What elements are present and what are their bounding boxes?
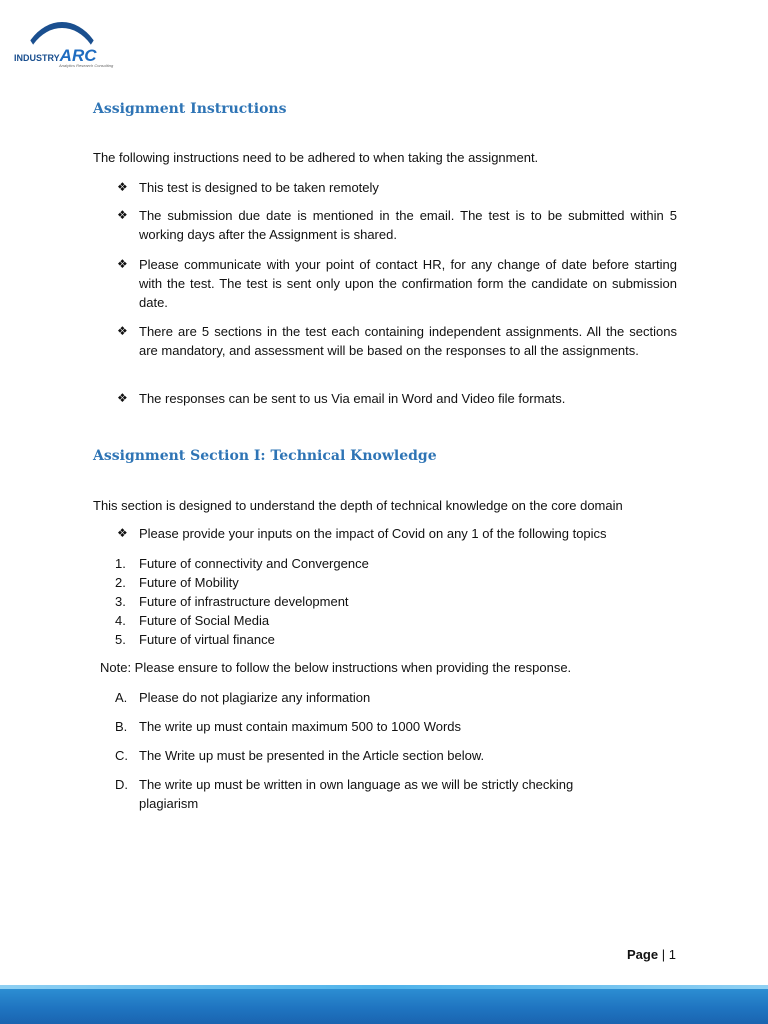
logo-tagline: Analytics Research Consulting: [59, 63, 114, 68]
instruction-bullet: ❖ The submission due date is mentioned in the email. The test is to be submitted within 5 working days after the Assignment is shared.: [117, 208, 677, 243]
instruction-bullet: ❖ There are 5 sections in the test each containing independent assignments. All the sections are mandatory, and assessment will be based on the responses to all the assignments.: [117, 324, 677, 359]
rule-item: C. The Write up must be presented in the Article section below.: [115, 748, 485, 763]
page-number: Page | 1: [627, 947, 676, 962]
rule-item: B. The write up must contain maximum 500 to 1000 Words: [115, 719, 462, 734]
heading-technical-knowledge: Assignment Section I: Technical Knowledge: [93, 448, 437, 464]
diamond-bullet-icon: ❖: [117, 180, 128, 194]
note-text: Note: Please ensure to follow the below instructions when providing the response.: [100, 660, 572, 675]
heading-assignment-instructions: Assignment Instructions: [93, 101, 287, 117]
footer-band: [0, 985, 768, 1024]
diamond-bullet-icon: ❖: [117, 257, 128, 271]
topic-item: 3. Future of infrastructure development: [115, 594, 349, 609]
intro-instructions: The following instructions need to be adhered to when taking the assignment.: [93, 150, 539, 165]
industryarc-logo: [14, 22, 118, 72]
instruction-bullet: ❖ The responses can be sent to us Via email in Word and Video file formats.: [117, 389, 677, 408]
diamond-bullet-icon: ❖: [117, 324, 128, 338]
rule-item: A. Please do not plagiarize any information: [115, 690, 371, 705]
topic-item: 1. Future of connectivity and Convergence: [115, 556, 369, 571]
topic-item: 5. Future of virtual finance: [115, 632, 275, 647]
topic-item: 2. Future of Mobility: [115, 575, 239, 590]
diamond-bullet-icon: ❖: [117, 391, 128, 405]
diamond-bullet-icon: ❖: [117, 208, 128, 222]
topic-instruction-bullet: ❖ Please provide your inputs on the impact of Covid on any 1 of the following topics: [117, 524, 677, 543]
diamond-bullet-icon: ❖: [117, 526, 128, 540]
instruction-bullet: ❖ This test is designed to be taken remotely: [117, 178, 677, 197]
instruction-bullet: ❖ Please communicate with your point of contact HR, for any change of date before starting with the test. The test is sent only upon the confirmation form the candidate on submission date.: [117, 257, 677, 311]
rule-item: D. The write up must be written in own language as we will be strictly checking plagiarism: [115, 777, 574, 812]
intro-technical-knowledge: This section is designed to understand the depth of technical knowledge on the core domain: [93, 498, 623, 513]
topic-item: 4. Future of Social Media: [115, 613, 270, 628]
logo-wordmark: INDUSTRYARC: [14, 46, 97, 65]
